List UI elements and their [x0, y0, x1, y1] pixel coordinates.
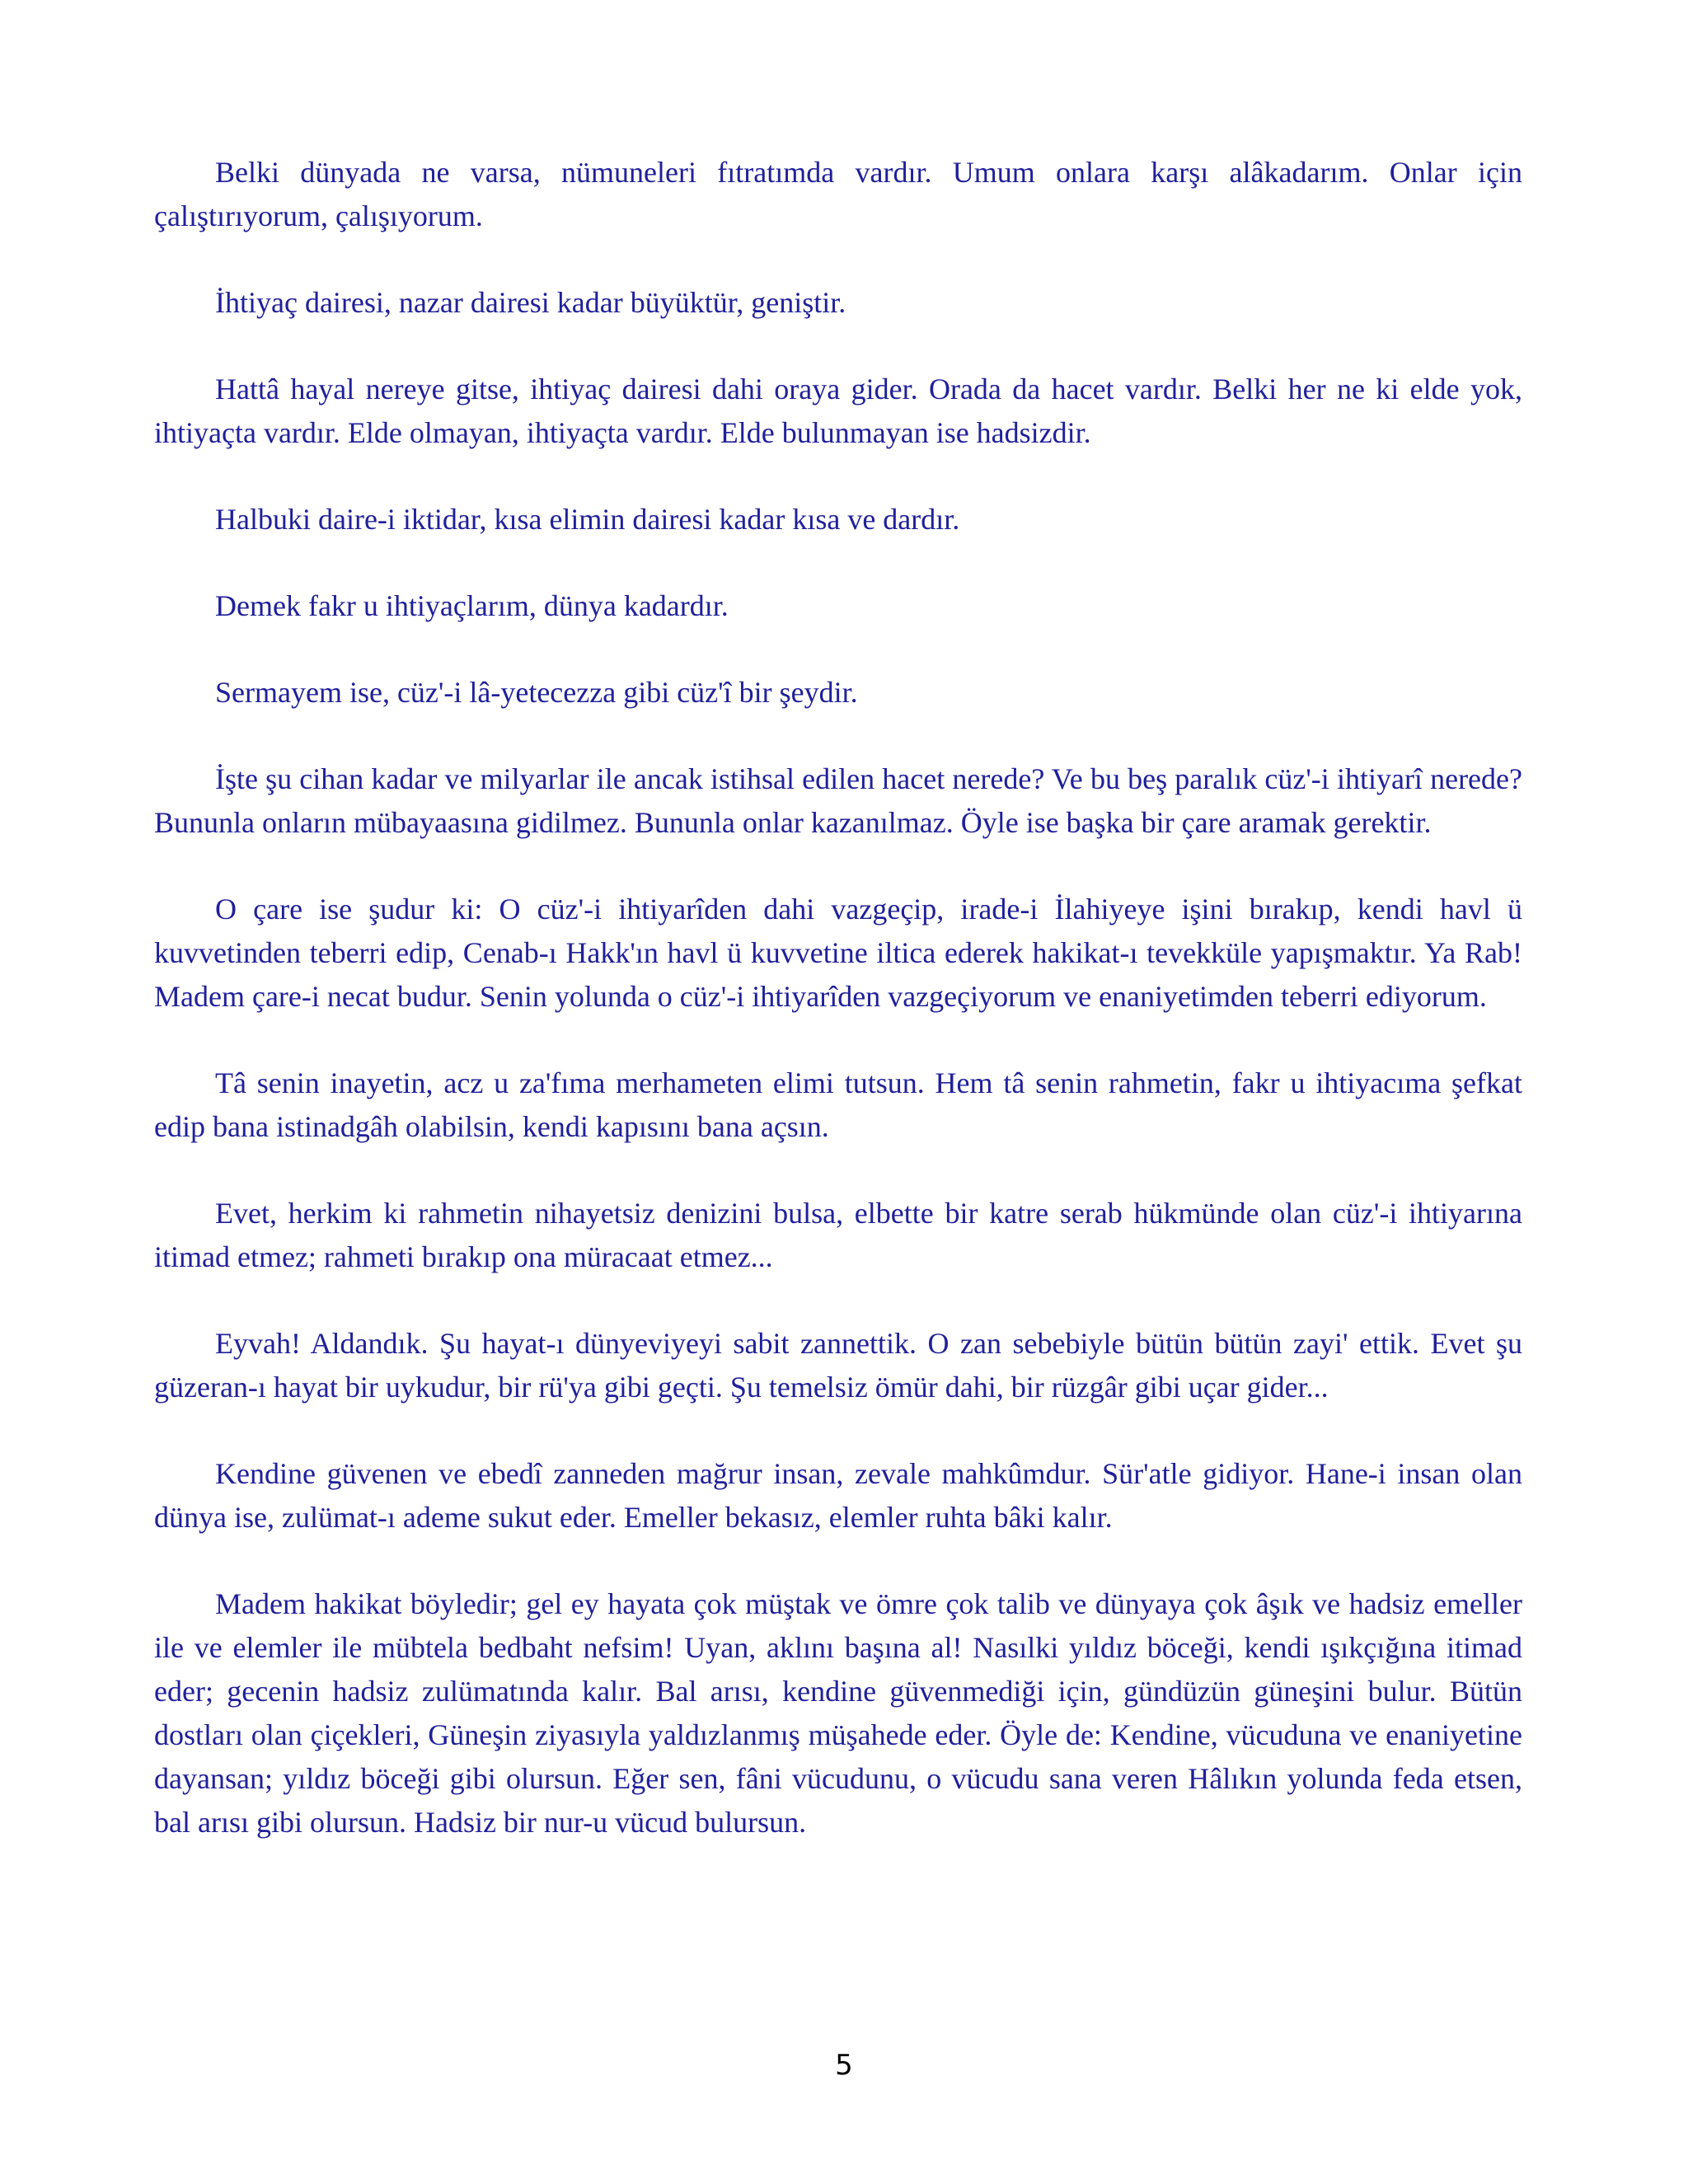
paragraph-8: O çare ise şudur ki: O cüz'-i ihtiyarîden dahi vazgeçip, irade-i İlahiyeye işini bırakıp, kendi havl ü kuvvetinden teberri edip, Cenab-ı Hakk'ın havl ü kuvvetine iltica ederek hakikat-ı tevekküle yapışmaktır. Ya Rab! Madem çare-i necat budur. Senin yolunda o cüz'-i ihtiyarîden vazgeçiyorum ve enaniyetimden teberri ediyorum.	[154, 893, 1522, 1013]
paragraph-10: Evet, herkim ki rahmetin nihayetsiz denizini bulsa, elbette bir katre serab hükmünde olan cüz'-i ihtiyarına itimad etmez; rahmeti bırakıp ona müracaat etmez...	[154, 1197, 1522, 1273]
paragraph-1: Belki dünyada ne varsa, nümuneleri fıtratımda vardır. Umum onlara karşı alâkadarım. Onlar için çalıştırıyorum, çalışıyorum.	[154, 156, 1522, 232]
paragraph-9: Tâ senin inayetin, acz u za'fıma merhameten elimi tutsun. Hem tâ senin rahmetin, fakr u ihtiyacıma şefkat edip bana istinadgâh olabilsin, kendi kapısını bana açsın.	[154, 1066, 1522, 1143]
paragraph-4: Halbuki daire-i iktidar, kısa elimin dairesi kadar kısa ve dardır.	[215, 503, 960, 536]
paragraph-3: Hattâ hayal nereye gitse, ihtiyaç dairesi dahi oraya gider. Orada da hacet vardır. Belki her ne ki elde yok, ihtiyaçta vardır. Elde olmayan, ihtiyaçta vardır. Elde bulunmayan ise hadsizdir.	[154, 373, 1522, 449]
paragraph-2: İhtiyaç dairesi, nazar dairesi kadar büyüktür, geniştir.	[215, 286, 846, 319]
paragraph-5: Demek fakr u ihtiyaçlarım, dünya kadardır.	[215, 589, 729, 622]
paragraph-12: Kendine güvenen ve ebedî zanneden mağrur insan, zevale mahkûmdur. Sür'atle gidiyor. Hane-i insan olan dünya ise, zulümat-ı ademe sukut eder. Emeller bekasız, elemler ruhta bâki kalır.	[154, 1457, 1522, 1534]
document-body	[154, 151, 1522, 1887]
paragraph-7: İşte şu cihan kadar ve milyarlar ile ancak istihsal edilen hacet nerede? Ve bu beş paralık cüz'-i ihtiyarî nerede? Bununla onların mübayaasına gidilmez. Bununla onlar kazanılmaz. Öyle ise başka bir çare aramak gerektir.	[154, 762, 1522, 839]
paragraph-11: Eyvah! Aldandık. Şu hayat-ı dünyeviyeyi sabit zannettik. O zan sebebiyle bütün bütün zayi' ettik. Evet şu güzeran-ı hayat bir uykudur, bir rü'ya gibi geçti. Şu temelsiz ömür dahi, bir rüzgâr gibi uçar gider...	[154, 1327, 1522, 1404]
paragraph-6: Sermayem ise, cüz'-i lâ-yetecezza gibi cüz'î bir şeydir.	[215, 676, 858, 709]
page-number: 5	[835, 2049, 853, 2082]
paragraph-13: Madem hakikat böyledir; gel ey hayata çok müştak ve ömre çok talib ve dünyaya çok âşık ve hadsiz emeller ile ve elemler ile mübtela bedbaht nefsim! Uyan, aklını başına al! Nasılki yıldız böceği, kendi ışıkçığına itimad eder; gecenin hadsiz zulümatında kalır. Bal arısı, kendine güvenmediği için, gündüzün güneşini bulur. Bütün dostları olan çiçekleri, Güneşin ziyasıyla yaldızlanmış müşahede eder. Öyle de: Kendine, vücuduna ve enaniyetine dayansan; yıldız böceği gibi olursun. Eğer sen, fâni vücudunu, o vücudu sana veren Hâlıkın yolunda feda etsen, bal arısı gibi olursun. Hadsiz bir nur-u vücud bulursun.	[154, 1587, 1522, 1839]
